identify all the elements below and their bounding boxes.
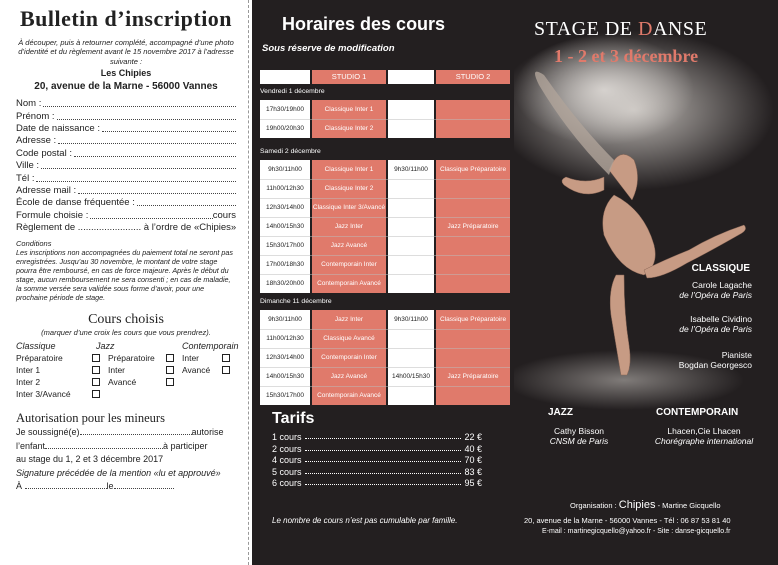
classique-option-label: Préparatoire xyxy=(16,353,63,364)
course-choice-grid xyxy=(16,341,239,401)
teacher-2 xyxy=(679,314,752,334)
organisation-line xyxy=(570,499,721,511)
form-row xyxy=(16,109,236,121)
tarif-label: 5 cours xyxy=(272,466,302,477)
form-row xyxy=(16,134,236,146)
schedule-title: Horaires des cours xyxy=(282,14,446,34)
schedule-cell: 18h30/20h00 xyxy=(266,280,304,287)
schedule-cell: 15h30/17h00 xyxy=(266,242,304,249)
row-divider xyxy=(260,198,510,199)
schedule-cell xyxy=(436,330,510,348)
schedule-cell: 9h30/11h00 xyxy=(268,316,302,323)
field-input[interactable] xyxy=(102,131,236,132)
schedule-cell: Classique Préparatoire xyxy=(439,316,507,323)
auth-line3: au stage du 1, 2 et 3 décembre 2017 xyxy=(16,454,164,465)
schedule-cell xyxy=(388,330,434,348)
field-label: Code postal : xyxy=(16,147,72,159)
field-label: Adresse : xyxy=(16,135,57,147)
poster-panel xyxy=(514,0,778,565)
cours-subtitle: (marquer d’une croix les cours que vous prendrez). xyxy=(41,328,211,338)
schedule-cell: Classique Inter 2 xyxy=(324,185,374,192)
field-input[interactable] xyxy=(36,181,236,182)
schedule-cell: Jazz Avancé xyxy=(330,242,368,249)
schedule-cell: 17h00/18h30 xyxy=(266,261,304,268)
field-input[interactable] xyxy=(41,168,236,169)
org-address: 20, avenue de la Marne - 56000 Vannes xyxy=(34,80,218,92)
row-divider xyxy=(260,274,510,275)
schedule-cell: Jazz Préparatoire xyxy=(447,223,499,230)
schedule-cell: Jazz Inter xyxy=(334,316,364,323)
field-label: Date de naissance : xyxy=(16,122,100,134)
tarif-row xyxy=(272,467,482,477)
schedule-cell xyxy=(388,218,434,236)
contemporain-option-label: Inter xyxy=(182,353,200,364)
studio1-header: STUDIO 1 xyxy=(312,70,386,84)
course-checkbox[interactable] xyxy=(222,366,230,374)
schedule-cell: 14h00/15h30 xyxy=(266,223,304,230)
contemporain-option-label: Avancé xyxy=(182,365,211,376)
schedule-cell xyxy=(388,237,434,255)
form-row xyxy=(16,196,236,208)
form-row xyxy=(16,146,236,158)
classique-teachers-heading: CLASSIQUE xyxy=(691,263,750,274)
stage-title xyxy=(534,18,707,41)
schedule-cell: 15h30/17h00 xyxy=(266,392,304,399)
orga-label: Organisation : xyxy=(570,501,617,510)
field-input[interactable] xyxy=(43,106,236,107)
jazz-option-label: Inter xyxy=(108,365,126,376)
form-title: Bulletin d’inscription xyxy=(19,6,233,31)
pianist-name: Bogdan Georgesco xyxy=(678,360,752,370)
form-row xyxy=(16,184,236,196)
schedule-cell: Jazz Préparatoire xyxy=(447,373,499,380)
contemporain-teachers-heading: CONTEMPORAIN xyxy=(656,407,739,418)
teacher-1-name: Carole Lagache xyxy=(691,280,752,290)
stage-title-b: ANSE xyxy=(652,18,708,40)
auth-title: Autorisation pour les mineurs xyxy=(16,411,165,426)
org-name: Les Chipies xyxy=(100,68,152,79)
schedule-cell: Classique Avancé xyxy=(323,335,375,342)
date-field[interactable] xyxy=(114,488,174,489)
jazz-heading: Jazz xyxy=(96,341,115,352)
cours-title: Cours choisis xyxy=(88,312,164,328)
auth-line5b: le xyxy=(106,481,114,492)
tarif-label: 1 cours xyxy=(272,432,302,442)
tarif-price: 22 € xyxy=(464,432,482,442)
schedule-cell: Classique Préparatoire xyxy=(439,166,507,173)
tarif-row xyxy=(272,444,482,454)
course-checkbox[interactable] xyxy=(166,378,174,386)
place-field[interactable] xyxy=(25,488,107,489)
reglement-label: Règlement de ........................ à l’ordre de «Chipies» xyxy=(16,222,237,234)
schedule-cell: 14h00/15h30 xyxy=(392,373,430,380)
jazz-option-label: Avancé xyxy=(108,377,137,388)
schedule-cell xyxy=(388,199,434,217)
auth-line2a: l’enfant xyxy=(16,440,46,451)
schedule-cell xyxy=(436,101,510,119)
classique-option-label: Inter 1 xyxy=(16,365,41,376)
tarif-label: 2 cours xyxy=(272,443,302,454)
row-divider xyxy=(260,367,510,368)
auth-line2b: à participer xyxy=(163,440,208,451)
stage-title-d: D xyxy=(638,18,653,40)
conditions-title: Conditions xyxy=(16,239,52,249)
stage-title-a: STAGE DE xyxy=(534,18,639,40)
course-checkbox[interactable] xyxy=(222,354,230,362)
schedule-cell: Jazz Avancé xyxy=(330,373,368,380)
registration-form-panel xyxy=(0,0,248,565)
field-input[interactable] xyxy=(78,193,236,194)
tarif-dots xyxy=(305,478,462,485)
schedule-cell: 11h00/12h30 xyxy=(266,335,304,342)
course-checkbox[interactable] xyxy=(166,354,174,362)
course-checkbox[interactable] xyxy=(92,354,100,362)
cont-teacher-affil: Chorégraphe international xyxy=(654,436,754,446)
organisation-contact: E-mail : martinegicquello@yahoo.fr - Site : danse-gicquello.fr xyxy=(542,528,731,535)
schedule-table xyxy=(252,0,514,405)
orga-person: - Martine Gicquello xyxy=(657,501,721,510)
form-row xyxy=(16,97,236,109)
schedule-cell: 9h30/11h00 xyxy=(268,166,302,173)
schedule-day: Dimanche 11 décembre xyxy=(260,298,332,305)
auth-block xyxy=(16,426,236,494)
row-divider xyxy=(260,348,510,349)
row-divider xyxy=(260,386,510,387)
field-label: Nom : xyxy=(16,98,42,110)
auth-line4: Signature précédée de la mention «lu et approuvé» xyxy=(16,467,221,478)
pianist-label: Pianiste xyxy=(721,350,752,360)
child-name-field[interactable] xyxy=(45,448,163,449)
schedule-cell: Contemporain Inter xyxy=(321,261,377,268)
schedule-cell xyxy=(388,387,434,405)
form-row xyxy=(16,208,236,220)
schedule-cell: 9h30/11h00 xyxy=(394,166,428,173)
row-divider xyxy=(260,119,510,120)
schedule-cell: Classique Inter 1 xyxy=(324,166,374,173)
auth-line1a: Je soussigné(e) xyxy=(16,427,80,438)
conditions-text: Les inscriptions non accompagnées du paiement total ne seront pas enregistrées. Jusqu’au 30 novembre, le montant de votre stage pourra être remboursé, en cas de force majeure. Après le début du stage, aucun remboursement ne sera consenti ; en cas de maladie, la somme versée sera validée sous forme d’avoir, pour une prochaine période de stage. xyxy=(16,248,233,303)
form-row xyxy=(16,171,236,183)
schedule-cell: Classique Inter 2 xyxy=(324,125,374,132)
form-fields xyxy=(16,97,236,221)
field-label: Formule choisie : xyxy=(16,209,89,221)
schedule-day: Vendredi 1 décembre xyxy=(260,88,325,95)
signer-name-field[interactable] xyxy=(80,434,192,435)
jazz-teacher-affil: CNSM de Paris xyxy=(549,436,609,446)
teacher-2-name: Isabelle Cividino xyxy=(690,314,752,324)
field-label: École de danse fréquentée : xyxy=(16,197,135,209)
reglement-row xyxy=(16,221,236,233)
stage-dates: 1 - 2 et 3 décembre xyxy=(554,46,699,66)
field-input[interactable] xyxy=(137,205,236,206)
tarif-price: 95 € xyxy=(464,478,482,488)
form-intro: À découper, puis à retourner complété, accompagné d’une photo d’identité et du règlement avant le 15 novembre 2017 à l’adresse suivante : xyxy=(18,38,234,66)
tarif-label: 4 cours xyxy=(272,455,302,465)
blank-header-1 xyxy=(260,70,310,84)
pianist xyxy=(679,350,752,370)
schedule-cell xyxy=(436,237,510,255)
schedule-cell: 12h30/14h00 xyxy=(266,354,304,361)
organisation-address: 20, avenue de la Marne - 56000 Vannes - Tél : 06 87 53 81 40 xyxy=(524,516,731,525)
schedule-cell xyxy=(436,199,510,217)
schedule-cell: 14h00/15h30 xyxy=(266,373,304,380)
schedule-cell xyxy=(436,256,510,274)
row-divider xyxy=(260,255,510,256)
tarif-price: 70 € xyxy=(464,455,482,465)
field-label: Tél : xyxy=(16,172,35,184)
cont-teacher xyxy=(644,426,764,446)
course-checkbox[interactable] xyxy=(92,366,100,374)
schedule-subtitle: Sous réserve de modification xyxy=(262,43,395,54)
schedule-cell xyxy=(388,275,434,293)
schedule-cell: Contemporain Avancé xyxy=(317,280,381,287)
schedule-cell: Contemporain Inter xyxy=(321,354,377,361)
auth-line5a: À xyxy=(16,481,23,492)
classique-option-label: Inter 2 xyxy=(16,377,41,388)
studio2-header: STUDIO 2 xyxy=(436,70,510,84)
field-input[interactable] xyxy=(74,156,236,157)
schedule-cell: 9h30/11h00 xyxy=(394,316,428,323)
schedule-cell: Contemporain Avancé xyxy=(317,392,381,399)
course-checkbox[interactable] xyxy=(92,390,100,398)
schedule-cell xyxy=(436,275,510,293)
form-row xyxy=(16,159,236,171)
row-divider xyxy=(260,236,510,237)
field-label: Adresse mail : xyxy=(16,184,77,196)
schedule-cell xyxy=(388,101,434,119)
schedule-cell: Classique Inter 3/Avancé xyxy=(312,204,386,211)
tarifs-title: Tarifs xyxy=(272,410,315,427)
tarifs-note: Le nombre de cours n’est pas cumulable par famille. xyxy=(272,516,458,525)
tarif-dots xyxy=(305,467,462,474)
schedule-day: Samedi 2 décembre xyxy=(260,148,321,155)
classique-heading: Classique xyxy=(16,341,56,352)
field-label: Ville : xyxy=(16,160,40,172)
teacher-1-affil: de l’Opéra de Paris xyxy=(679,290,752,300)
teacher-2-affil: de l’Opéra de Paris xyxy=(679,324,752,334)
tarif-row xyxy=(272,478,482,488)
course-checkbox[interactable] xyxy=(92,378,100,386)
field-label: Prénom : xyxy=(16,110,55,122)
schedule-cell xyxy=(388,349,434,367)
cont-teacher-name: Lhacen,Cie Lhacen xyxy=(667,426,741,436)
schedule-cell xyxy=(388,120,434,138)
schedule-cell xyxy=(436,387,510,405)
tarif-row xyxy=(272,455,482,465)
schedule-cell xyxy=(436,180,510,198)
teacher-1 xyxy=(679,280,752,300)
schedule-cell: 17h30/19h00 xyxy=(266,106,304,113)
schedule-cell xyxy=(388,180,434,198)
schedule-cell xyxy=(436,349,510,367)
row-divider xyxy=(260,217,510,218)
orga-name: Chipies xyxy=(618,499,656,511)
tarif-label: 6 cours xyxy=(272,478,302,488)
jazz-teachers-heading: JAZZ xyxy=(548,407,573,418)
field-input[interactable] xyxy=(58,143,236,144)
row-divider xyxy=(260,179,510,180)
schedule-cell: 12h30/14h00 xyxy=(266,204,304,211)
schedule-cell: 11h00/12h30 xyxy=(266,185,304,192)
schedule-cell xyxy=(436,120,510,138)
jazz-option-label: Préparatoire xyxy=(108,353,155,364)
course-checkbox[interactable] xyxy=(166,366,174,374)
tarif-dots xyxy=(305,432,462,439)
tarif-dots xyxy=(305,444,462,451)
field-input[interactable] xyxy=(90,218,212,219)
classique-option-label: Inter 3/Avancé xyxy=(16,389,71,400)
tarif-price: 40 € xyxy=(464,443,482,454)
row-divider xyxy=(260,329,510,330)
jazz-teacher xyxy=(534,426,624,446)
schedule-cell: Classique Inter 1 xyxy=(324,106,374,113)
tarif-price: 83 € xyxy=(464,466,482,477)
tarif-row xyxy=(272,432,482,442)
contemporain-heading: Contemporain xyxy=(182,341,239,352)
field-input[interactable] xyxy=(57,119,236,120)
form-row xyxy=(16,122,236,134)
schedule-cell: 19h00/20h30 xyxy=(266,125,304,132)
auth-line1b: autorise xyxy=(191,427,224,438)
schedule-panel xyxy=(252,0,514,565)
blank-header-2 xyxy=(388,70,434,84)
formule-suffix: cours xyxy=(212,209,236,221)
jazz-teacher-name: Cathy Bisson xyxy=(553,426,605,436)
tarif-dots xyxy=(305,455,462,462)
schedule-cell: Jazz Inter xyxy=(334,223,364,230)
schedule-cell xyxy=(388,256,434,274)
